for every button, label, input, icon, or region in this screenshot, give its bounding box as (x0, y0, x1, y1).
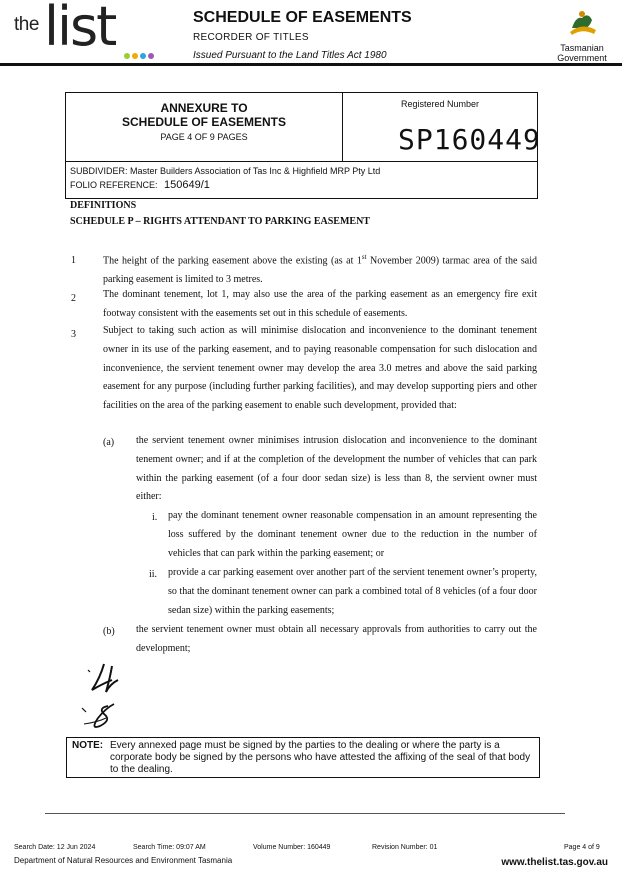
gov-line2: Government (557, 53, 607, 63)
registered-number-value: SP160449 (398, 123, 541, 156)
registered-number-label: Registered Number (400, 99, 480, 109)
signature-mark (78, 700, 128, 734)
definitions-heading: DEFINITIONS (70, 200, 137, 211)
footer-divider (45, 813, 565, 814)
registered-number-cell (343, 93, 541, 161)
folio-label: FOLIO REFERENCE: (70, 180, 158, 190)
schedule-heading: SCHEDULE P – RIGHTS ATTENDANT TO PARKING EASEMENT (70, 216, 370, 227)
search-date: Search Date: 12 Jun 2024 (14, 844, 96, 851)
subdivider-row (70, 166, 380, 176)
logo-dot (124, 53, 130, 59)
clause-text: Subject to taking such action as will minimise dislocation and inconvenience to the dominant tenement owner in its use of the parking easement, and to paying reasonable compensation for such dislocation and inconvenience, the servient tenement owner may develop the area 3.0 metres and above the said parking easement for any purpose (including further parking facilities), and may develop supporting piers and other facilities on the area of the parking easement to enable such development, provided that: (103, 325, 537, 412)
subdivider-value: Master Builders Association of Tas Inc & Highfield MRP Pty Ltd (130, 166, 381, 176)
document-subtitle: RECORDER OF TITLES (193, 32, 309, 43)
clause-number: 3 (71, 329, 76, 340)
roman-clause-label: i. (152, 512, 158, 523)
gov-line1: Tasmanian (560, 43, 604, 53)
tasmanian-government-logo (548, 6, 616, 63)
clause-number: 1 (71, 255, 76, 266)
annexure-line1: ANNEXURE TO (160, 101, 248, 115)
revision-number: Revision Number: 01 (372, 844, 438, 851)
clause-text: The dominant tenement, lot 1, may also use the area of the parking easement as an emergency fire exit footway consistent with the easements set out in this schedule of easements. (103, 289, 537, 319)
clause-1-superscript: st (361, 253, 367, 261)
annexure-page: PAGE 4 OF 9 PAGES (160, 132, 248, 142)
note-box (66, 737, 540, 778)
logo-dot (140, 53, 146, 59)
department-name: Department of Natural Resources and Environment Tasmania (14, 856, 233, 865)
logo-dot (148, 53, 154, 59)
clause-text (103, 248, 537, 290)
document-act: Issued Pursuant to the Land Titles Act 1980 (193, 50, 387, 61)
annexure-title-cell (66, 93, 343, 161)
search-time: Search Time: 09:07 AM (133, 844, 206, 851)
annexure-box (65, 92, 541, 199)
logo-list-text: list (44, 0, 116, 58)
note-text: Every annexed page must be signed by the parties to the dealing or where the party is a corporate body be signed by the persons who have attested the affixing of the seal of that body to the dealing. (110, 740, 531, 775)
folio-row (70, 179, 210, 191)
sub-clause-text: the servient tenement owner minimises intrusion dislocation and inconvenience to the dominant tenement owner; and if at the completion of the development the number of vehicles that can park within the parking easement (of a four door sedan size) is less than 8, the servient owner must either: (136, 435, 537, 503)
sub-clause-text: the servient tenement owner must obtain all necessary approvals from authorities to carry out the development; (136, 624, 537, 654)
roman-clause-text: pay the dominant tenement owner reasonable compensation in an amount representing the loss suffered by the dominant tenement owner due to the reduction in the number of vehicles that can park within the parking easement; or (168, 510, 537, 559)
annexure-line2: SCHEDULE OF EASEMENTS (121, 115, 286, 129)
logo-dots (124, 53, 154, 59)
clause-number: 2 (71, 293, 76, 304)
sub-clause-label: (b) (103, 626, 115, 637)
page-number: Page 4 of 9 (564, 844, 600, 851)
document-title: SCHEDULE OF EASEMENTS (193, 9, 412, 26)
header-divider (0, 63, 622, 66)
roman-clause-text: provide a car parking easement over another part of the servient tenement owner’s property, so that the dominant tenement owner can park a combined total of 8 vehicles (of a four door sedan size) within the parking easements; (168, 567, 537, 616)
tasmanian-tiger-emblem-icon (562, 6, 602, 38)
roman-clause-label: ii. (149, 569, 158, 580)
clause-1-text-start: The height of the parking easement above the existing (as at 1 (103, 255, 362, 267)
signature-mark (82, 658, 132, 696)
logo-dot (132, 53, 138, 59)
note-label: NOTE: (72, 740, 104, 751)
thelist-logo (14, 0, 154, 60)
annexure-divider (66, 161, 537, 162)
sub-clause-label: (a) (103, 437, 115, 448)
subdivider-label: SUBDIVIDER: (70, 166, 128, 176)
volume-number: Volume Number: 160449 (253, 844, 331, 851)
clause-1-text-end: November 2009) tarmac area of the said parking easement is limited to 3 metres. (103, 255, 537, 286)
folio-value: 150649/1 (164, 179, 210, 191)
website-url: www.thelist.tas.gov.au (501, 857, 608, 868)
logo-the-text: the (14, 14, 39, 35)
